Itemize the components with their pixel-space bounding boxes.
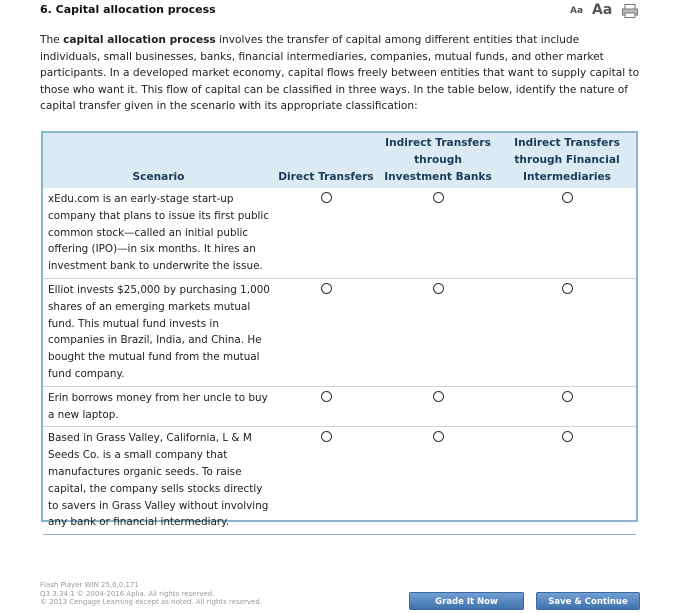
intro-bold-term: capital allocation process (63, 34, 216, 46)
radio-investment-banks-row4[interactable] (433, 431, 444, 442)
question-title: 6. Capital allocation process (40, 3, 216, 16)
radio-financial-intermediaries-row3[interactable] (562, 391, 573, 402)
radio-direct-row4[interactable] (321, 431, 332, 442)
intro-lead-prefix: The (40, 34, 64, 46)
footer-flash-version: Flash Player WIN 25,0,0,171 (40, 581, 139, 589)
radio-investment-banks-row1[interactable] (433, 192, 444, 203)
radio-direct-row2[interactable] (321, 283, 332, 294)
footer-aplia-copyright: Q3 3:34.1 © 2004-2016 Aplia. All rights reserved. (40, 589, 215, 598)
header-investment-banks: Indirect Transfers through Investment Banks (384, 137, 492, 183)
intro-paragraph (40, 32, 640, 115)
radio-financial-intermediaries-row4[interactable] (562, 431, 573, 442)
radio-investment-banks-row2[interactable] (433, 283, 444, 294)
header-direct-transfers: Direct Transfers (278, 171, 374, 183)
header-scenario: Scenario (132, 171, 185, 183)
print-icon[interactable] (622, 3, 638, 17)
classification-table (41, 131, 638, 529)
radio-investment-banks-row3[interactable] (433, 391, 444, 402)
header-financial-intermediaries: Indirect Transfers through Financial Intermediaries (514, 137, 620, 183)
footer-info (40, 581, 262, 607)
scenario-text: xEdu.com is an early-stage start-up company that plans to issue its first public common stock—called an initial public offering (IPO)—in six months. It hires an investment bank to underwrite the issue. (48, 193, 270, 273)
font-size-large-button[interactable]: Aa (592, 2, 613, 18)
table-row (43, 386, 636, 427)
save-and-continue-button[interactable]: Save & Continue (536, 592, 640, 610)
intro-body: involves the transfer of capital among different entities that include individuals, small businesses, banks, financial intermediaries, companies, mutual funds, and other market participants. In a developed market economy, capital flows freely between entities that want to supply capital to those who want it. This flow of capital can be classified in three ways. In the table below, identify the nature of capital transfer given in the scenario with its appropriate classification: (40, 34, 640, 112)
radio-direct-row3[interactable] (321, 391, 332, 402)
radio-direct-row1[interactable] (321, 192, 332, 203)
scenario-text: Based in Grass Valley, California, L & M Seeds Co. is a small company that manufactures organic seeds. To raise capital, the company sells stocks directly to savers in Grass Valley without involving any bank or financial intermediary. (48, 432, 269, 529)
table-row (43, 188, 636, 278)
font-size-small-button[interactable]: Aa (570, 6, 584, 16)
table-row (43, 278, 636, 386)
grade-it-now-button[interactable]: Grade It Now (409, 592, 524, 610)
question-header (40, 3, 640, 21)
table-row (43, 427, 636, 535)
footer-cengage-copyright: © 2013 Cengage Learning except as noted. All rights reserved. (40, 598, 263, 606)
radio-financial-intermediaries-row1[interactable] (562, 192, 573, 203)
radio-financial-intermediaries-row2[interactable] (562, 283, 573, 294)
scenario-text: Elliot invests $25,000 by purchasing 1,000 shares of an emerging markets mutual fund. This mutual fund invests in companies in Brazil, India, and China. He bought the mutual fund from the mutual fund company. (48, 283, 270, 380)
table-header-row (43, 133, 636, 188)
scenario-text: Erin borrows money from her uncle to buy a new laptop. (48, 391, 268, 421)
